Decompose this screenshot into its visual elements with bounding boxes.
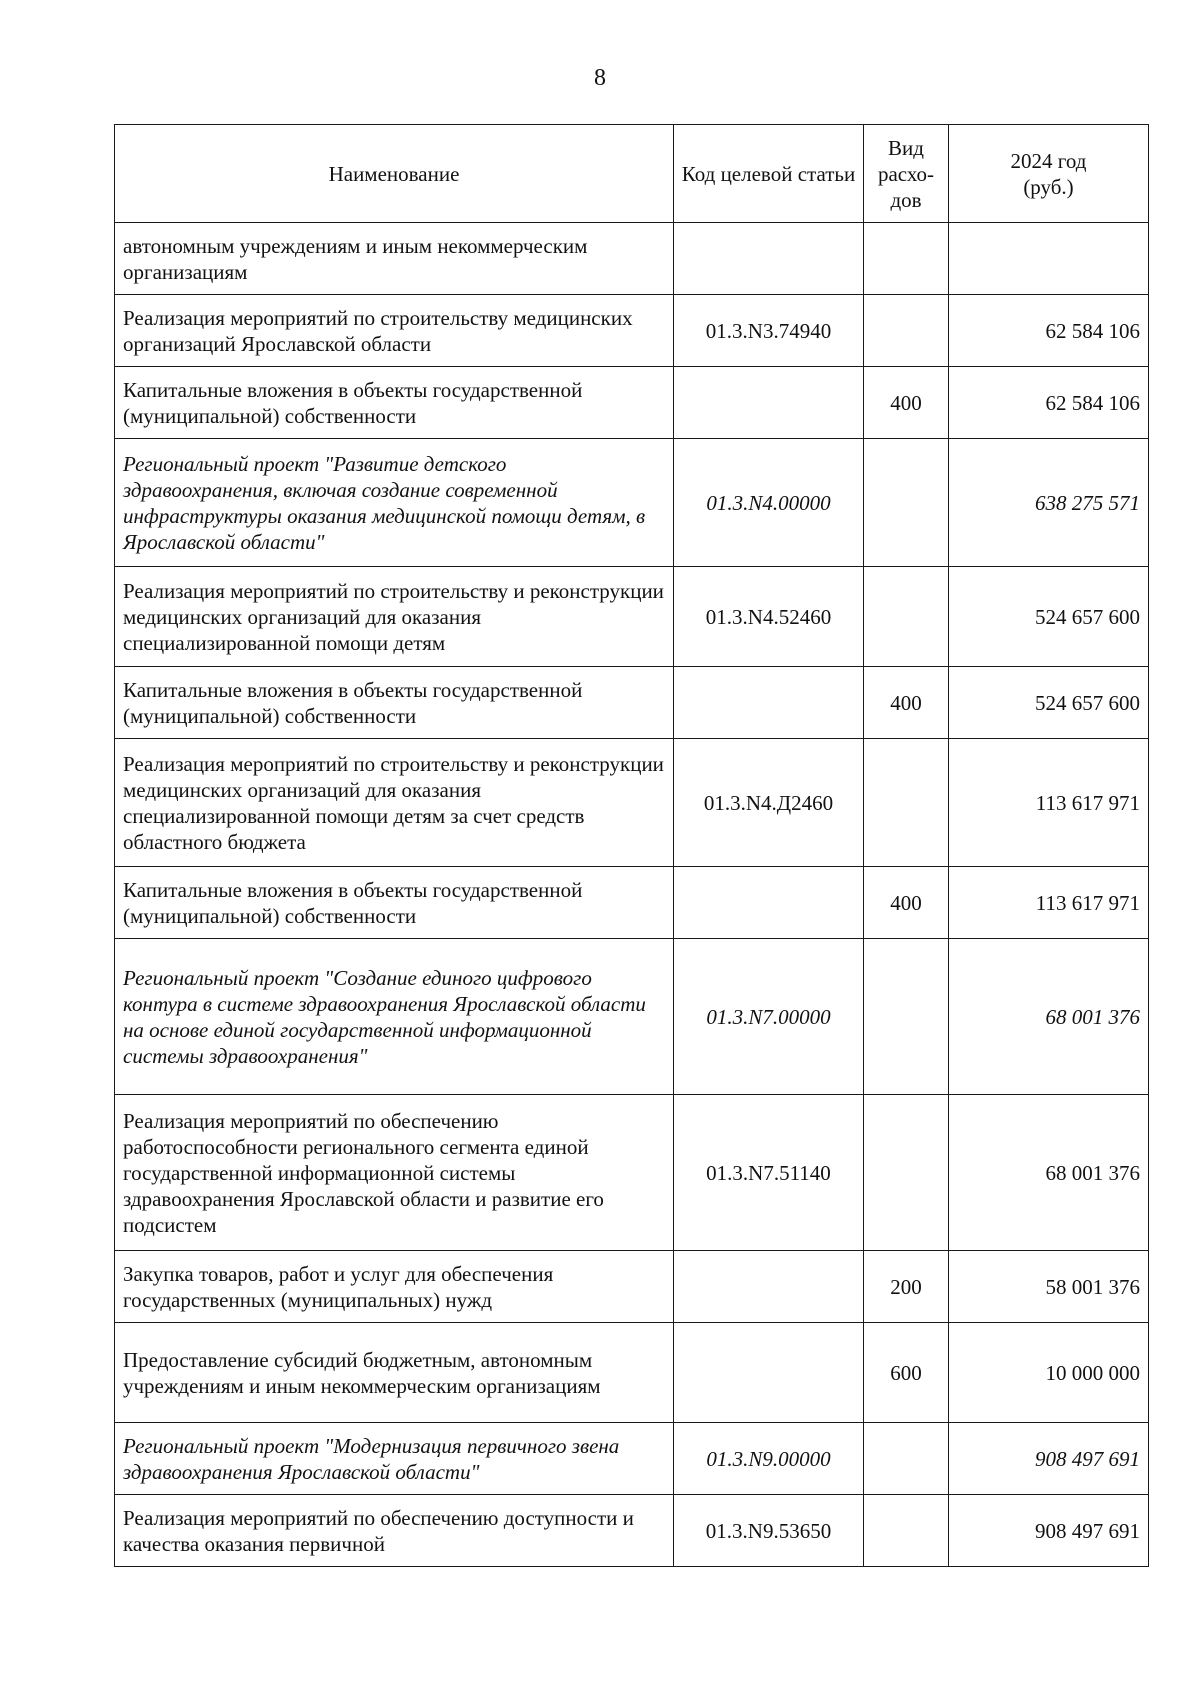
cell-type xyxy=(864,295,949,367)
table-header-row xyxy=(115,125,1149,223)
cell-sum: 58 001 376 xyxy=(949,1251,1149,1323)
cell-code xyxy=(674,223,864,295)
cell-type: 400 xyxy=(864,867,949,939)
cell-sum: 524 657 600 xyxy=(949,567,1149,667)
header-code: Код целевой статьи xyxy=(674,125,864,223)
cell-name: Региональный проект "Развитие детского здравоохранения, включая создание современной инфраструктуры оказания медицинской помощи детям, в Ярославской области" xyxy=(115,439,674,567)
cell-sum: 524 657 600 xyxy=(949,667,1149,739)
cell-type: 400 xyxy=(864,367,949,439)
cell-code xyxy=(674,1251,864,1323)
cell-name: Закупка товаров, работ и услуг для обеспечения государственных (муниципальных) нужд xyxy=(115,1251,674,1323)
cell-sum: 908 497 691 xyxy=(949,1423,1149,1495)
cell-name: автономным учреждениям и иным некоммерческим организациям xyxy=(115,223,674,295)
cell-name: Капитальные вложения в объекты государственной (муниципальной) собственности xyxy=(115,867,674,939)
cell-sum: 62 584 106 xyxy=(949,295,1149,367)
table-row xyxy=(115,1251,1149,1323)
table-row xyxy=(115,367,1149,439)
cell-name: Реализация мероприятий по строительству и реконструкции медицинских организаций для оказания специализированной помощи детям за счет средств областного бюджета xyxy=(115,739,674,867)
page-number: 8 xyxy=(594,65,606,91)
cell-code: 01.3.N4.00000 xyxy=(674,439,864,567)
cell-type xyxy=(864,739,949,867)
cell-sum: 10 000 000 xyxy=(949,1323,1149,1423)
cell-name: Предоставление субсидий бюджетным, автономным учреждениям и иным некоммерческим организациям xyxy=(115,1323,674,1423)
table-row xyxy=(115,667,1149,739)
cell-code: 01.3.N9.53650 xyxy=(674,1495,864,1567)
budget-table xyxy=(114,124,1149,1567)
cell-code: 01.3.N9.00000 xyxy=(674,1423,864,1495)
cell-type: 400 xyxy=(864,667,949,739)
cell-name: Реализация мероприятий по строительству медицинских организаций Ярославской области xyxy=(115,295,674,367)
cell-type xyxy=(864,223,949,295)
cell-code: 01.3.N3.74940 xyxy=(674,295,864,367)
header-sum: 2024 год (руб.) xyxy=(949,125,1149,223)
cell-type: 600 xyxy=(864,1323,949,1423)
table-row xyxy=(115,1495,1149,1567)
table-row xyxy=(115,1323,1149,1423)
table-row xyxy=(115,939,1149,1095)
table-row xyxy=(115,223,1149,295)
cell-sum xyxy=(949,223,1149,295)
cell-name: Реализация мероприятий по обеспечению работоспособности регионального сегмента единой государственной информационной системы здравоохранения Ярославской области и развитие его подсистем xyxy=(115,1095,674,1251)
cell-type xyxy=(864,1423,949,1495)
cell-sum: 68 001 376 xyxy=(949,1095,1149,1251)
cell-code: 01.3.N7.00000 xyxy=(674,939,864,1095)
cell-code xyxy=(674,867,864,939)
cell-sum: 113 617 971 xyxy=(949,739,1149,867)
cell-sum: 638 275 571 xyxy=(949,439,1149,567)
header-name: Наименование xyxy=(115,125,674,223)
table-row xyxy=(115,739,1149,867)
cell-code: 01.3.N7.51140 xyxy=(674,1095,864,1251)
cell-code xyxy=(674,367,864,439)
header-type: Вид расхо- дов xyxy=(864,125,949,223)
cell-name: Капитальные вложения в объекты государственной (муниципальной) собственности xyxy=(115,367,674,439)
cell-code: 01.3.N4.52460 xyxy=(674,567,864,667)
table-row xyxy=(115,295,1149,367)
cell-name: Региональный проект "Создание единого цифрового контура в системе здравоохранения Ярославской области на основе единой государственной информационной системы здравоохранения" xyxy=(115,939,674,1095)
cell-type xyxy=(864,1095,949,1251)
table-body xyxy=(115,223,1149,1567)
cell-type xyxy=(864,1495,949,1567)
cell-sum: 68 001 376 xyxy=(949,939,1149,1095)
cell-name: Региональный проект "Модернизация первичного звена здравоохранения Ярославской области" xyxy=(115,1423,674,1495)
cell-sum: 113 617 971 xyxy=(949,867,1149,939)
cell-type xyxy=(864,939,949,1095)
cell-name: Реализация мероприятий по обеспечению доступности и качества оказания первичной xyxy=(115,1495,674,1567)
cell-sum: 908 497 691 xyxy=(949,1495,1149,1567)
table-row xyxy=(115,567,1149,667)
cell-type xyxy=(864,439,949,567)
table-row xyxy=(115,439,1149,567)
cell-type: 200 xyxy=(864,1251,949,1323)
cell-code xyxy=(674,1323,864,1423)
cell-sum: 62 584 106 xyxy=(949,367,1149,439)
cell-type xyxy=(864,567,949,667)
table-row xyxy=(115,1095,1149,1251)
table-row xyxy=(115,867,1149,939)
cell-code xyxy=(674,667,864,739)
cell-code: 01.3.N4.Д2460 xyxy=(674,739,864,867)
table-row xyxy=(115,1423,1149,1495)
cell-name: Реализация мероприятий по строительству и реконструкции медицинских организаций для оказания специализированной помощи детям xyxy=(115,567,674,667)
cell-name: Капитальные вложения в объекты государственной (муниципальной) собственности xyxy=(115,667,674,739)
